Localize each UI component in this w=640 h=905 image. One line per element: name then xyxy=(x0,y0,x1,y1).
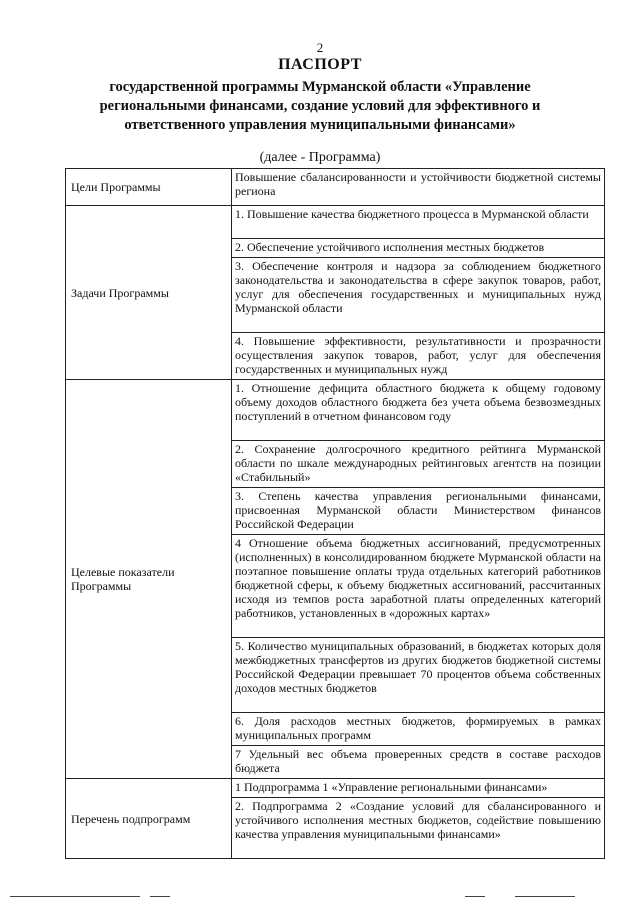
subprogram-item: 2. Подпрограмма 2 «Создание условий для сбалансированного и устойчивого исполнения местных бюджетов, содействие повышению качества управления муниципальными финансами» xyxy=(232,798,605,859)
page-number: 2 xyxy=(316,40,324,55)
task-item: 3. Обеспечение контроля и надзора за соблюдением бюджетного законодательства и законодательства в сфере закупок товаров, работ, услуг для обеспечения государственных и муниципальных нужд Мурманской области xyxy=(232,258,605,333)
footer-rule xyxy=(465,896,485,897)
footer-rule xyxy=(515,896,575,897)
footer-rule xyxy=(10,896,140,897)
task-item: 1. Повышение качества бюджетного процесса в Мурманской области xyxy=(232,206,605,239)
document-subtitle: государственной программы Мурманской области «Управление региональными финансами, создание условий для эффективного и ответственного управления муниципальными финансами» xyxy=(99,79,541,133)
goals-label: Цели Программы xyxy=(66,169,232,206)
table-row xyxy=(66,206,605,239)
task-item: 2. Обеспечение устойчивого исполнения местных бюджетов xyxy=(232,239,605,258)
indicator-item: 7 Удельный вес объема проверенных средств в составе расходов бюджета xyxy=(232,746,605,779)
subprogram-item: 1 Подпрограмма 1 «Управление региональными финансами» xyxy=(232,779,605,798)
indicator-item: 2. Сохранение долгосрочного кредитного рейтинга Мурманской области по шкале международных рейтинговых агентств на позиции «Стабильный» xyxy=(232,441,605,488)
goals-item: Повышение сбалансированности и устойчивости бюджетной системы региона xyxy=(232,169,605,206)
after-note: (далее - Программа) xyxy=(259,150,381,165)
footer-rule xyxy=(150,896,170,897)
indicator-item: 1. Отношение дефицита областного бюджета к общему годовому объему доходов областного бюджета без учета объема безвозмездных поступлений в отчетном финансовом году xyxy=(232,380,605,441)
indicators-label: Целевые показатели Программы xyxy=(66,380,232,779)
indicator-item: 4 Отношение объема бюджетных ассигнований, предусмотренных (исполненных) в консолидированном бюджете Мурманской области на поэтапное повышение оплаты труда отдельных категорий работников бюджетной сферы, к объему бюджетных ассигнований, рассчитанных исходя из темпов роста заработной платы определенных категорий работников, установленных в «дорожных картах» xyxy=(232,535,605,638)
passport-table xyxy=(65,168,605,859)
task-item: 4. Повышение эффективности, результативности и прозрачности осуществления закупок товаров, работ, услуг для обеспечения государственных и муниципальных нужд xyxy=(232,333,605,380)
indicator-item: 5. Количество муниципальных образований, в бюджетах которых доля межбюджетных трансфертов из других бюджетов бюджетной системы Российской Федерации превышает 70 процентов объема собственных доходов местных бюджетов xyxy=(232,638,605,713)
tasks-label: Задачи Программы xyxy=(66,206,232,380)
table-row xyxy=(66,169,605,206)
table-row xyxy=(66,779,605,798)
table-row xyxy=(66,380,605,441)
indicator-item: 3. Степень качества управления региональными финансами, присвоенная Мурманской области Министерством финансов Российской Федерации xyxy=(232,488,605,535)
indicator-item: 6. Доля расходов местных бюджетов, формируемых в рамках муниципальных программ xyxy=(232,713,605,746)
subprograms-label: Перечень подпрограмм xyxy=(66,779,232,859)
document-title: ПАСПОРТ xyxy=(278,56,362,73)
